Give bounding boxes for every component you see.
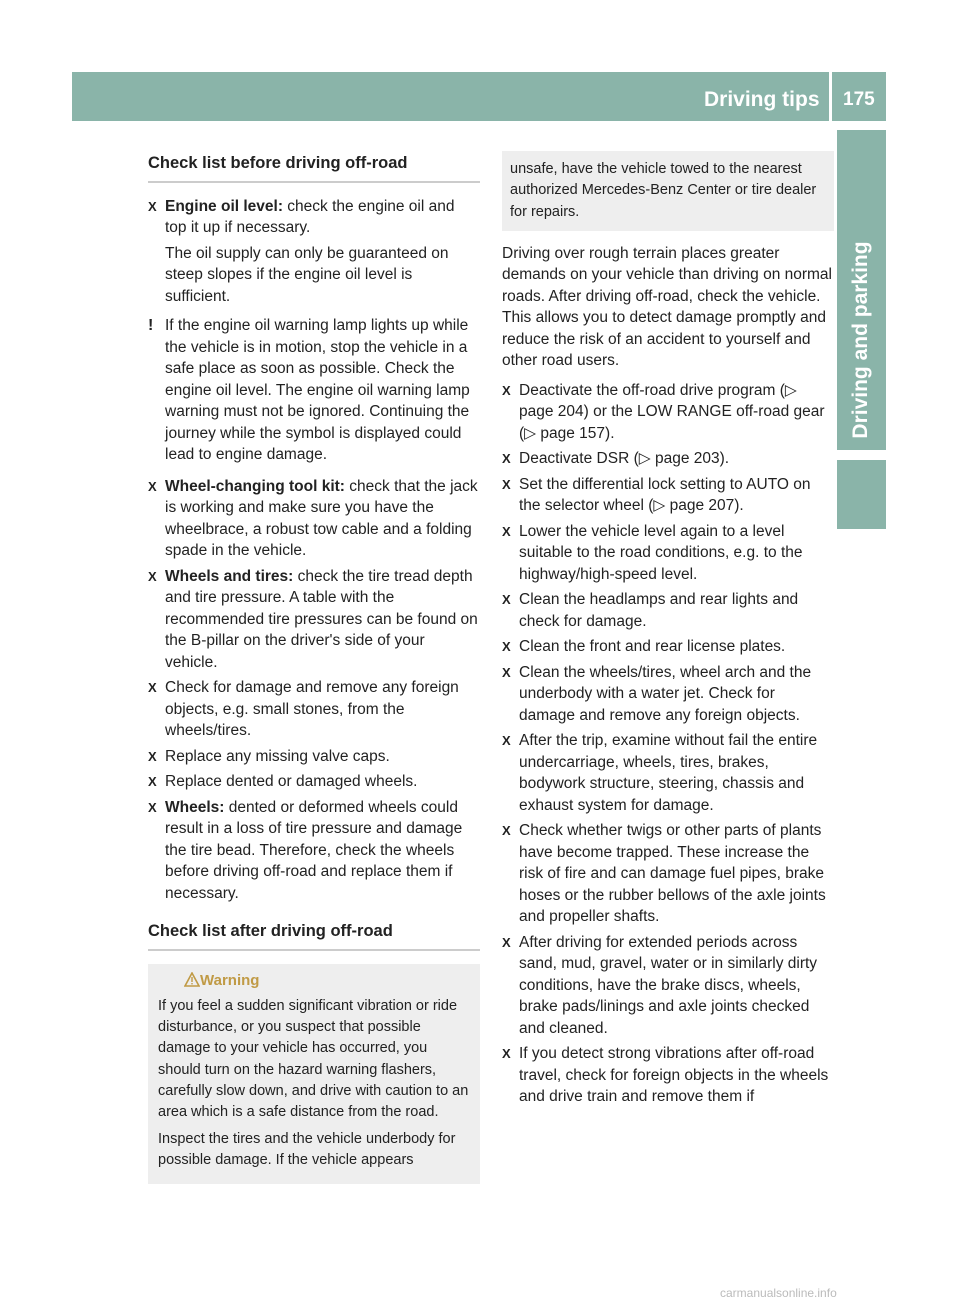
checklist-item	[148, 677, 480, 742]
step-arrow-icon: X	[502, 476, 511, 492]
side-square	[837, 460, 886, 529]
step-arrow-icon: X	[502, 664, 511, 680]
step-item	[502, 589, 834, 632]
step-arrow-icon: X	[148, 680, 157, 695]
item-lead: Wheels:	[165, 798, 225, 816]
step-arrow-icon: X	[148, 568, 157, 584]
item-lead: Wheel-changing tool kit:	[165, 477, 345, 495]
step-arrow-icon: X	[502, 639, 511, 655]
item-subparagraph: The oil supply can only be guaranteed on steep slopes if the engine oil level is sufficient.	[165, 244, 449, 305]
item-text: check the tire tread depth and tire pressure. A table with the recommended tire pressures can be found on the B-pillar on the driver's side of your vehicle.	[165, 567, 478, 671]
step-text: Set the differential lock setting to AUTO on the selector wheel (▷ page 207).	[519, 475, 811, 515]
step-item	[502, 380, 834, 445]
intro-paragraph: Driving over rough terrain places greater demands on your vehicle than driving on normal roads. After driving off-road, check the vehicle. This allows you to detect damage promptly and reduce the risk of an accident to yourself and other road users.	[502, 244, 832, 370]
step-text: Deactivate the off-road drive program (▷ page 204) or the LOW RANGE off-road gear (▷ page 157).	[519, 381, 825, 442]
step-arrow-icon: X	[502, 1046, 511, 1062]
step-item	[502, 521, 834, 586]
checklist-item	[148, 196, 480, 239]
item-text: check that the jack is working and make sure you have the wheelbrace, a robust tow cable and a folding spade in the vehicle.	[165, 477, 478, 559]
step-text: Lower the vehicle level again to a level suitable to the road conditions, e.g. to the highway/high-speed level.	[519, 522, 803, 583]
step-item	[502, 932, 834, 1040]
checklist-item	[148, 476, 480, 562]
exclamation-icon: !	[148, 317, 154, 334]
step-text: After driving for extended periods across sand, mud, gravel, water or in similarly dirty conditions, have the brake discs, wheels, brake pads/linings and axle joints checked and cleaned.	[519, 933, 818, 1037]
step-arrow-icon: X	[148, 774, 157, 789]
step-item	[502, 662, 834, 727]
step-item	[502, 820, 834, 928]
warning-box-continued: unsafe, have the vehicle towed to the nearest authorized Mercedes-Benz Center or tire dealer for repairs.	[502, 151, 834, 231]
item-text: Replace any missing valve caps.	[165, 747, 390, 765]
warning-paragraph: Inspect the tires and the vehicle underbody for possible damage. If the vehicle appears	[158, 1130, 456, 1168]
header-divider	[829, 72, 832, 121]
step-text: Deactivate DSR (▷ page 203).	[519, 450, 730, 468]
section-title-before: Check list before driving off-road	[148, 150, 480, 183]
step-item	[502, 1043, 834, 1108]
warning-label: Warning	[200, 971, 260, 989]
checklist-item	[148, 797, 480, 905]
checklist-item	[148, 566, 480, 674]
step-arrow-icon: X	[148, 198, 157, 214]
step-text: Clean the front and rear license plates.	[519, 638, 786, 656]
item-text: Replace dented or damaged wheels.	[165, 773, 418, 790]
step-item	[502, 448, 834, 470]
footer-watermark: carmanualsonline.info	[720, 1286, 837, 1300]
left-column	[148, 150, 480, 1184]
step-arrow-icon: X	[502, 823, 511, 839]
step-arrow-icon: X	[502, 592, 511, 608]
step-item	[502, 730, 834, 816]
section-title-after: Check list after driving off-road	[148, 918, 480, 951]
warning-paragraph: If you feel a sudden significant vibration or ride disturbance, or you suspect that possible damage to your vehicle has occurred, you should turn on the hazard warning flashers, carefully slow down, and drive with caution to an area which is a safe distance from the road.	[158, 997, 469, 1121]
step-text: Clean the wheels/tires, wheel arch and the underbody with a water jet. Check for damage and remove any foreign objects.	[519, 663, 812, 724]
step-text: If you detect strong vibrations after off-road travel, check for foreign objects in the wheels and drive train and remove them if	[519, 1045, 829, 1106]
notice	[148, 315, 480, 466]
step-item	[502, 636, 834, 658]
item-lead: Engine oil level:	[165, 197, 283, 215]
page-number: 175	[843, 89, 875, 110]
item-text: Check for damage and remove any foreign objects, e.g. small stones, from the wheels/tires.	[165, 679, 459, 739]
side-tab-label: Driving and parking	[849, 241, 872, 439]
step-text: Clean the headlamps and rear lights and check for damage.	[519, 591, 799, 630]
warning-header	[158, 970, 472, 992]
page-header-title: Driving tips	[704, 88, 820, 111]
step-arrow-icon: X	[148, 748, 157, 764]
step-item	[502, 474, 834, 517]
checklist-item	[148, 746, 480, 768]
step-arrow-icon: X	[148, 799, 157, 815]
checklist-item	[148, 771, 480, 793]
item-lead: Wheels and tires:	[165, 567, 294, 585]
step-arrow-icon: X	[502, 382, 511, 398]
step-arrow-icon: X	[148, 478, 157, 494]
warning-box	[148, 964, 480, 1185]
step-text: After the trip, examine without fail the entire undercarriage, wheels, tires, brakes, bodywork structure, steering, chassis and exhaust system for damage.	[519, 732, 818, 814]
warning-triangle-icon	[184, 972, 200, 994]
notice-text: If the engine oil warning lamp lights up while the vehicle is in motion, stop the vehicle in a safe place as soon as possible. Check the engine oil level. The engine oil warning lamp warning must not be ignored. Continuing the journey while the symbol is displayed could lead to engine damage.	[165, 317, 470, 463]
step-arrow-icon: X	[502, 451, 511, 467]
item-text: check the engine oil and top it up if necessary.	[165, 197, 455, 236]
step-text: Check whether twigs or other parts of plants have become trapped. These increase the risk of fire and can damage fuel pipes, brake hoses or the rubber bellows of the axle joints and propeller shafts.	[519, 822, 826, 926]
item-text: dented or deformed wheels could result in a loss of tire pressure and damage the tire bead. Therefore, check the wheels before driving off-road and replace them if necessary.	[165, 798, 463, 902]
step-arrow-icon: X	[502, 733, 511, 749]
step-arrow-icon: X	[502, 934, 511, 950]
step-arrow-icon: X	[502, 523, 511, 539]
right-column	[502, 151, 834, 1112]
